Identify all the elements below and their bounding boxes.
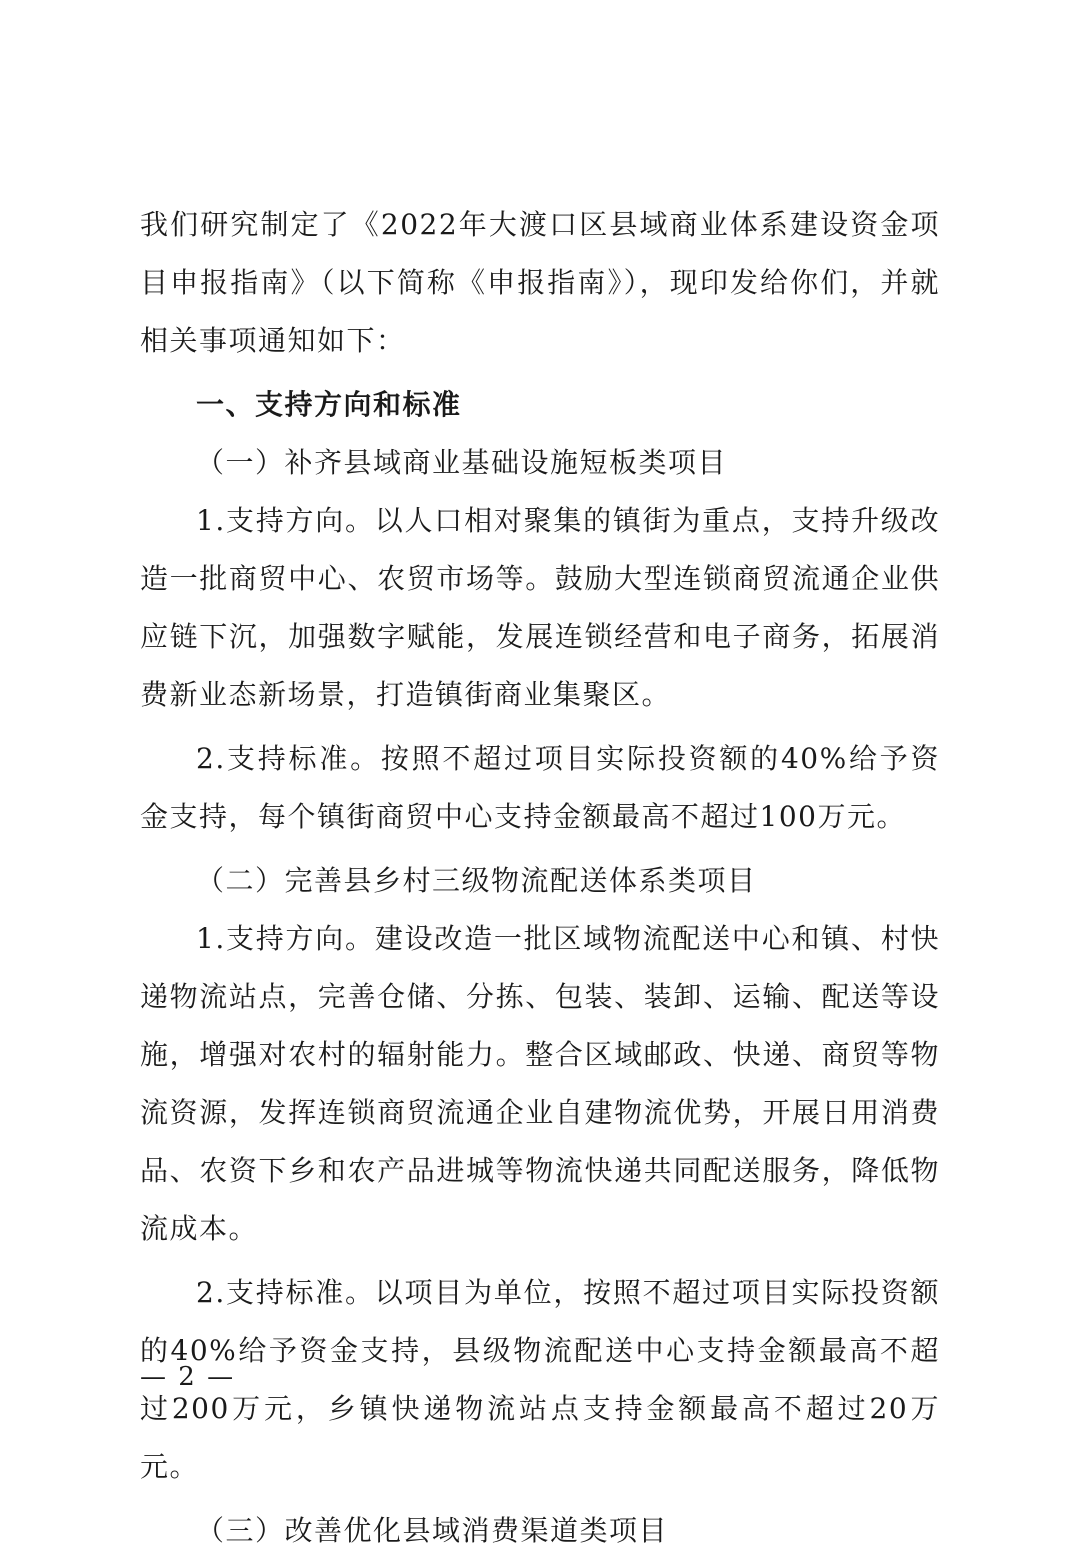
- page-number: — 2 —: [140, 1362, 236, 1392]
- subsection-heading-3: （三）改善优化县域消费渠道类项目: [196, 1514, 669, 1547]
- section-heading-1: 一、支持方向和标准: [196, 388, 462, 421]
- intro-paragraph: 我们研究制定了《2022年大渡口区县域商业体系建设资金项目申报指南》（以下简称《申报指南》），现印发给你们，并就相关事项通知如下：: [140, 208, 940, 357]
- subsection-heading-1: （一）补齐县域商业基础设施短板类项目: [196, 446, 728, 479]
- subsection-2-direction: 1.支持方向。建设改造一批区域物流配送中心和镇、村快递物流站点，完善仓储、分拣、包装、装卸、运输、配送等设施，增强对农村的辐射能力。整合区域邮政、快递、商贸等物流资源，发挥连锁商贸流通企业自建物流优势，开展日用消费品、农资下乡和农产品进城等物流快递共同配送服务，降低物流成本。: [140, 922, 940, 1245]
- subsection-heading-2: （二）完善县乡村三级物流配送体系类项目: [196, 864, 757, 897]
- subsection-2-standard: 2.支持标准。以项目为单位，按照不超过项目实际投资额的40%给予资金支持，县级物流配送中心支持金额最高不超过200万元，乡镇快递物流站点支持金额最高不超过20万元。: [140, 1276, 940, 1483]
- document-body: [140, 196, 940, 1560]
- subsection-1-standard: 2.支持标准。按照不超过项目实际投资额的40%给予资金支持，每个镇街商贸中心支持金额最高不超过100万元。: [140, 742, 940, 833]
- subsection-1-direction: 1.支持方向。以人口相对聚集的镇街为重点，支持升级改造一批商贸中心、农贸市场等。鼓励大型连锁商贸流通企业供应链下沉，加强数字赋能，发展连锁经营和电子商务，拓展消费新业态新场景，打造镇街商业集聚区。: [140, 504, 940, 711]
